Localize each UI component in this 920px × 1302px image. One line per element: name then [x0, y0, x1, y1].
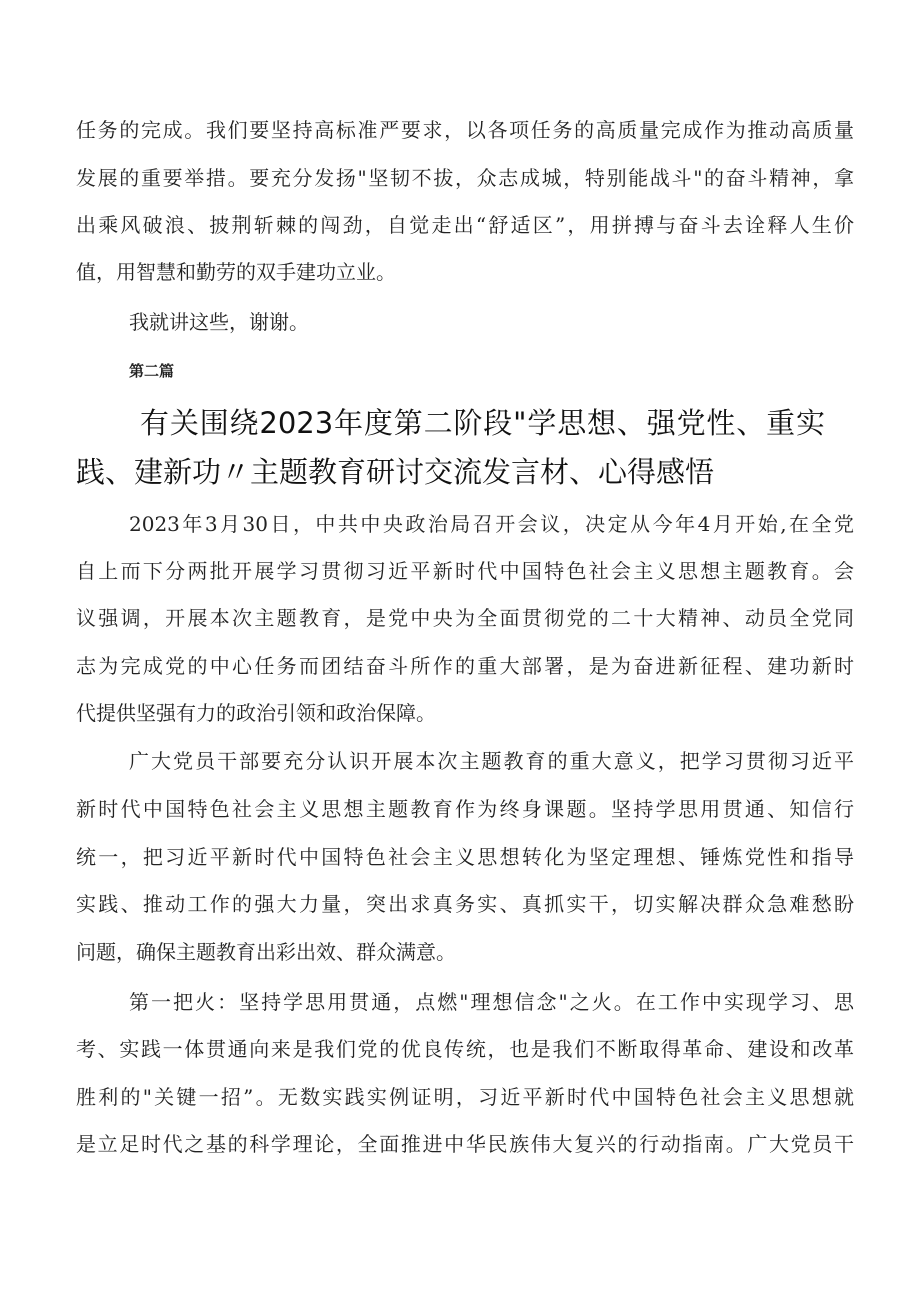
paragraph1-line-2: 自上而下分两批开展学习贯彻习近平新时代中国特色社会主义思想主题教育。会: [76, 559, 854, 583]
paragraph2-line-3: 统一，把习近平新时代中国特色社会主义思想转化为坚定理想、锤炼党性和指导: [76, 845, 854, 869]
paragraph1-line-3: 议强调，开展本次主题教育，是党中央为全面贯彻党的二十大精神、动员全党同: [76, 606, 854, 630]
intro-line-1: 任务的完成。我们要坚持高标准严要求，以各项任务的高质量完成作为推动高质量: [76, 118, 854, 142]
closing-remark: 我就讲这些，谢谢。: [129, 310, 309, 334]
paragraph2-line-2: 新时代中国特色社会主义思想主题教育作为终身课题。坚持学思用贯通、知信行: [76, 797, 854, 821]
paragraph2-line-5: 问题，确保主题教育出彩出效、群众满意。: [76, 940, 456, 964]
intro-line-3: 出乘风破浪、披荆斩棘的闯劲，自觉走出“舒适区”，用拼搏与奋斗去诠释人生价: [76, 213, 854, 237]
paragraph2-line-1: 广大党员干部要充分认识开展本次主题教育的重大意义，把学习贯彻习近平: [129, 749, 854, 773]
paragraph1-line-5: 代提供坚强有力的政治引领和政治保障。: [76, 701, 436, 725]
intro-line-4: 值，用智慧和勤劳的双手建功立业。: [76, 260, 396, 284]
section-label: 第二篇: [129, 362, 175, 380]
paragraph1-line-4: 志为完成党的中心任务而团结奋斗所作的重大部署，是为奋进新征程、建功新时: [76, 654, 854, 678]
paragraph1-line-1: 2023年3月30日，中共中央政治局召开会议，决定从今年4月开始,在全党: [129, 512, 854, 536]
paragraph3-line-2: 考、实践一体贯通向来是我们党的优良传统，也是我们不断取得革命、建设和改革: [76, 1037, 854, 1061]
paragraph3-line-1: 第一把火：坚持学思用贯通，点燃"理想信念"之火。在工作中实现学习、思: [129, 990, 854, 1014]
article-title-line-2: 践、建新功〃主题教育研讨交流发言材、心得感悟: [76, 455, 715, 489]
paragraph3-line-4: 是立足时代之基的科学理论，全面推进中华民族伟大复兴的行动指南。广大党员干: [76, 1132, 854, 1156]
paragraph2-line-4: 实践、推动工作的强大力量，突出求真务实、真抓实干，切实解决群众急难愁盼: [76, 892, 854, 916]
intro-line-2: 发展的重要举措。要充分发扬"坚韧不拔，众志成城，特别能战斗"的奋斗精神，拿: [76, 166, 854, 190]
article-title-line-1: 有关围绕2023年度第二阶段"学思想、强党性、重实: [140, 406, 825, 440]
paragraph3-line-3: 胜利的"关键一招”。无数实践实例证明，习近平新时代中国特色社会主义思想就: [76, 1085, 854, 1109]
